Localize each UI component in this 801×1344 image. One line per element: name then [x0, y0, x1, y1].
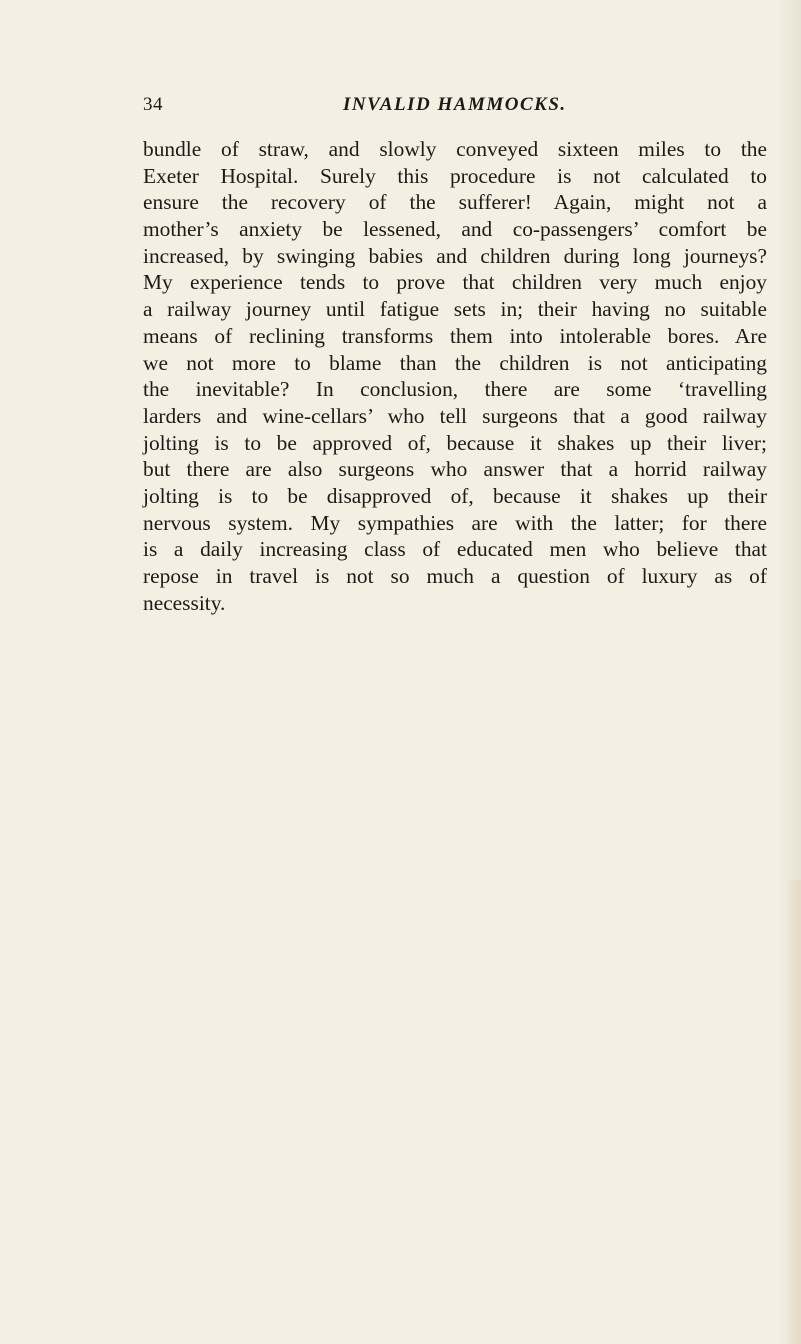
page-number: 34	[143, 94, 163, 115]
text-line-last: necessity.	[143, 590, 226, 615]
text-line: jolting is to be disapproved of, because it shakes up their	[143, 483, 767, 508]
text-line: repose in travel is not so much a question of luxury as of	[143, 564, 767, 588]
text-line: we not more to blame than the children is not anticipating	[143, 350, 767, 375]
text-line: bundle of straw, and slowly conveyed sixteen miles to the	[143, 137, 767, 161]
text-line: nervous system. My sympathies are with the latter; for there	[143, 510, 767, 535]
page-edge-shadow	[787, 880, 801, 1344]
text-line: a railway journey until fatigue sets in; their having no suitable	[143, 297, 767, 322]
text-line: My experience tends to prove that children very much enjoy	[143, 270, 767, 295]
text-line: mother’s anxiety be lessened, and co-passengers’ comfort be	[143, 217, 767, 242]
text-line: ensure the recovery of the sufferer! Again, might not a	[143, 190, 767, 215]
text-line: larders and wine-cellars’ who tell surgeons that a good railway	[143, 403, 767, 428]
text-line: jolting is to be approved of, because it shakes up their liver;	[143, 430, 767, 455]
text-line: means of reclining transforms them into intolerable bores. Are	[143, 323, 767, 348]
text-line: the inevitable? In conclusion, there are some ‘travelling	[143, 377, 767, 402]
running-head	[143, 94, 743, 124]
text-line: but there are also surgeons who answer that a horrid railway	[143, 457, 767, 482]
text-line: is a daily increasing class of educated men who believe that	[143, 537, 767, 562]
text-line: increased, by swinging babies and children during long journeys?	[143, 243, 767, 268]
text-line: Exeter Hospital. Surely this procedure is not calculated to	[143, 163, 767, 188]
running-title: INVALID HAMMOCKS.	[343, 94, 567, 115]
body-paragraph	[143, 136, 767, 616]
